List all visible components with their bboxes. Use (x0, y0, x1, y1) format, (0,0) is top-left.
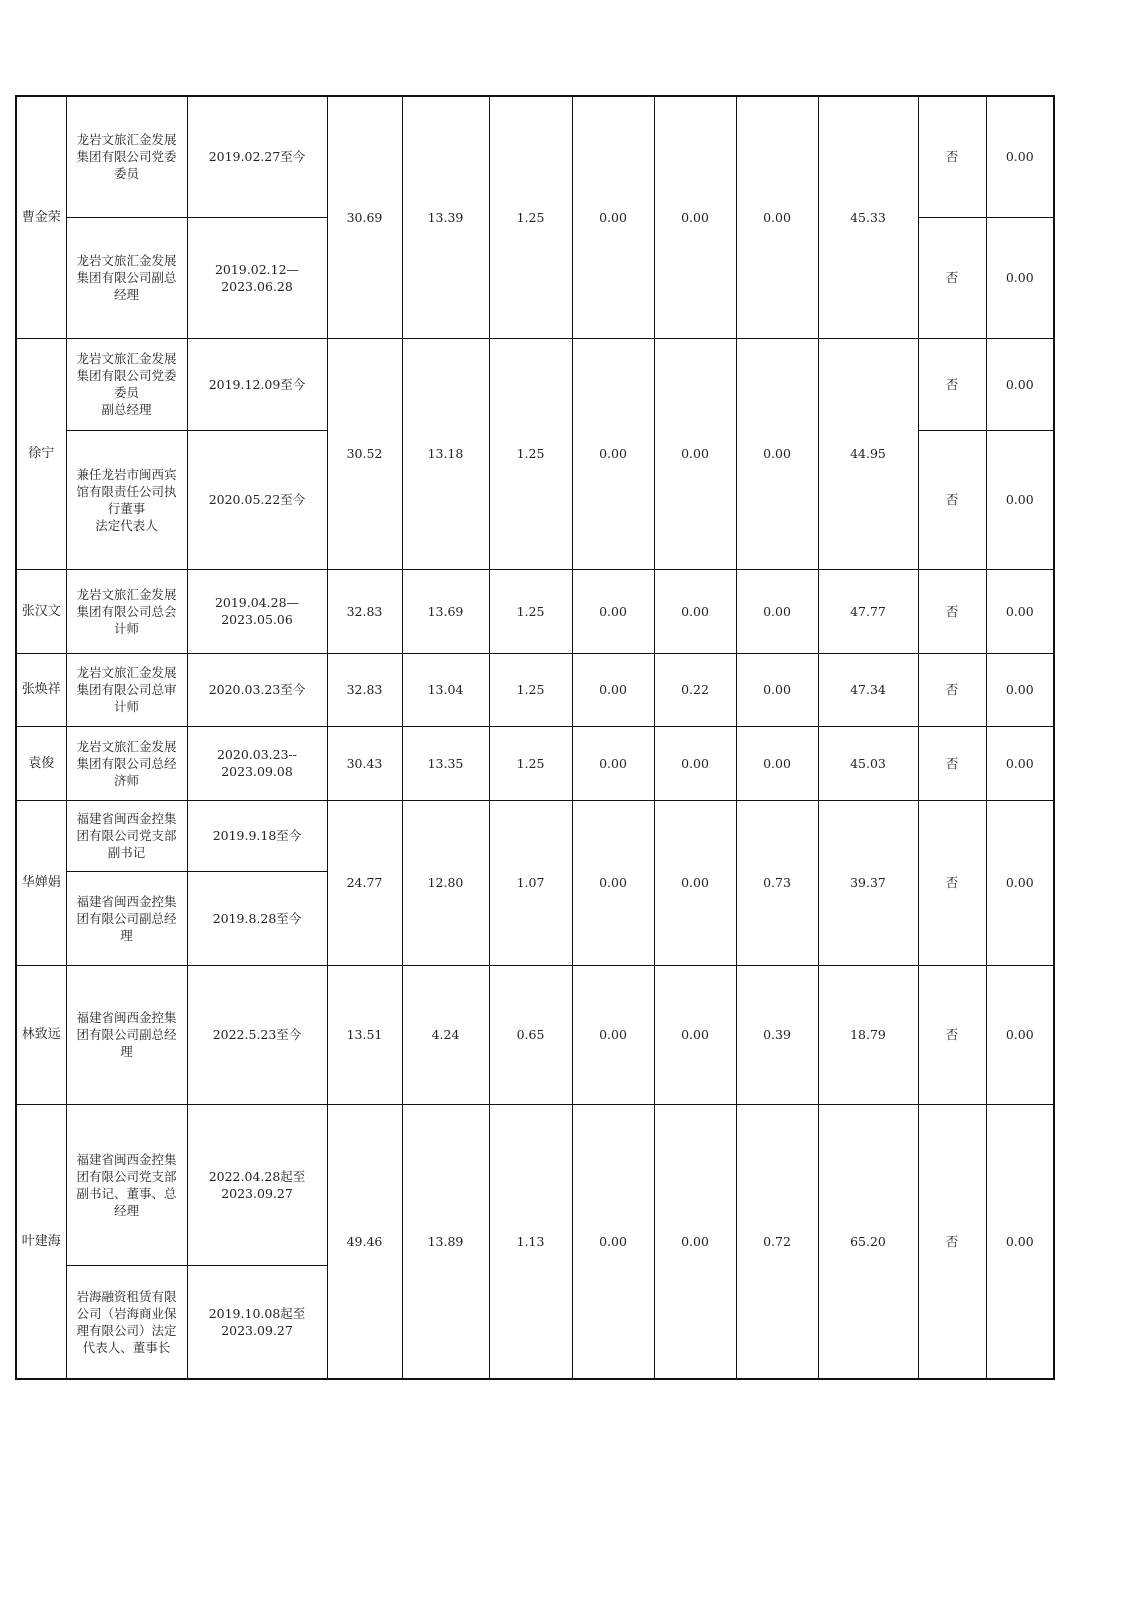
value-cell: 0.00 (736, 653, 818, 726)
flag-cell: 否 (918, 965, 986, 1104)
period-cell: 2019.02.12— 2023.06.28 (187, 217, 327, 338)
flag-cell: 否 (918, 430, 986, 569)
position-cell: 福建省闽西金控集团有限公司党支部副书记、董事、总经理 (66, 1104, 187, 1265)
position-cell: 龙岩文旅汇金发展集团有限公司副总经理 (66, 217, 187, 338)
position-cell: 龙岩文旅汇金发展集团有限公司总经济师 (66, 726, 187, 800)
period-cell: 2019.8.28至今 (187, 871, 327, 965)
value-cell: 0.00 (654, 965, 736, 1104)
total-cell: 47.77 (818, 569, 918, 653)
total-cell: 47.34 (818, 653, 918, 726)
total-cell: 45.33 (818, 96, 918, 338)
person-name: 曹金荣 (16, 96, 66, 338)
value-cell: 0.00 (654, 726, 736, 800)
person-name: 张焕祥 (16, 653, 66, 726)
value-cell: 0.00 (572, 726, 654, 800)
person-name: 林致远 (16, 965, 66, 1104)
value-cell: 12.80 (402, 800, 489, 965)
value-cell: 30.69 (327, 96, 402, 338)
value-cell: 0.00 (572, 569, 654, 653)
period-cell: 2020.03.23-- 2023.09.08 (187, 726, 327, 800)
position-cell: 龙岩文旅汇金发展集团有限公司党委委员 副总经理 (66, 338, 187, 430)
value-cell: 0.00 (654, 800, 736, 965)
last-value-cell: 0.00 (986, 653, 1054, 726)
value-cell: 49.46 (327, 1104, 402, 1379)
flag-cell: 否 (918, 653, 986, 726)
value-cell: 0.00 (736, 569, 818, 653)
value-cell: 0.73 (736, 800, 818, 965)
table-row (16, 965, 1054, 1104)
flag-cell: 否 (918, 338, 986, 430)
value-cell: 1.25 (489, 726, 572, 800)
position-cell: 兼任龙岩市闽西宾馆有限责任公司执行董事 法定代表人 (66, 430, 187, 569)
flag-cell: 否 (918, 800, 986, 965)
last-value-cell: 0.00 (986, 569, 1054, 653)
flag-cell: 否 (918, 1104, 986, 1379)
value-cell: 0.00 (572, 800, 654, 965)
value-cell: 13.18 (402, 338, 489, 569)
value-cell: 13.51 (327, 965, 402, 1104)
person-name: 叶建海 (16, 1104, 66, 1379)
value-cell: 13.39 (402, 96, 489, 338)
value-cell: 30.52 (327, 338, 402, 569)
value-cell: 0.00 (572, 653, 654, 726)
position-cell: 福建省闽西金控集团有限公司副总经理 (66, 965, 187, 1104)
value-cell: 32.83 (327, 569, 402, 653)
position-cell: 龙岩文旅汇金发展集团有限公司总审计师 (66, 653, 187, 726)
value-cell: 0.72 (736, 1104, 818, 1379)
value-cell: 1.07 (489, 800, 572, 965)
last-value-cell: 0.00 (986, 965, 1054, 1104)
period-cell: 2019.10.08起至 2023.09.27 (187, 1265, 327, 1379)
last-value-cell: 0.00 (986, 430, 1054, 569)
flag-cell: 否 (918, 96, 986, 217)
table-row (16, 569, 1054, 653)
period-cell: 2020.05.22至今 (187, 430, 327, 569)
last-value-cell: 0.00 (986, 800, 1054, 965)
total-cell: 45.03 (818, 726, 918, 800)
value-cell: 0.00 (736, 338, 818, 569)
last-value-cell: 0.00 (986, 1104, 1054, 1379)
value-cell: 0.22 (654, 653, 736, 726)
value-cell: 0.39 (736, 965, 818, 1104)
person-name: 徐宁 (16, 338, 66, 569)
value-cell: 0.00 (654, 338, 736, 569)
value-cell: 0.00 (572, 1104, 654, 1379)
total-cell: 18.79 (818, 965, 918, 1104)
last-value-cell: 0.00 (986, 338, 1054, 430)
table-row (16, 338, 1054, 430)
value-cell: 0.00 (654, 96, 736, 338)
value-cell: 1.13 (489, 1104, 572, 1379)
total-cell: 39.37 (818, 800, 918, 965)
table-row (16, 800, 1054, 871)
table-row (16, 726, 1054, 800)
value-cell: 13.04 (402, 653, 489, 726)
last-value-cell: 0.00 (986, 217, 1054, 338)
total-cell: 65.20 (818, 1104, 918, 1379)
table-row (16, 1104, 1054, 1265)
value-cell: 30.43 (327, 726, 402, 800)
period-cell: 2022.5.23至今 (187, 965, 327, 1104)
salary-table (15, 95, 1055, 1380)
flag-cell: 否 (918, 726, 986, 800)
period-cell: 2019.12.09至今 (187, 338, 327, 430)
value-cell: 0.00 (572, 965, 654, 1104)
value-cell: 0.00 (572, 96, 654, 338)
total-cell: 44.95 (818, 338, 918, 569)
value-cell: 0.00 (654, 569, 736, 653)
value-cell: 13.69 (402, 569, 489, 653)
table-row (16, 96, 1054, 217)
table-row (16, 653, 1054, 726)
value-cell: 1.25 (489, 338, 572, 569)
value-cell: 1.25 (489, 96, 572, 338)
value-cell: 4.24 (402, 965, 489, 1104)
value-cell: 1.25 (489, 653, 572, 726)
position-cell: 岩海融资租赁有限公司（岩海商业保理有限公司）法定代表人、董事长 (66, 1265, 187, 1379)
value-cell: 0.65 (489, 965, 572, 1104)
value-cell: 13.89 (402, 1104, 489, 1379)
value-cell: 0.00 (736, 96, 818, 338)
flag-cell: 否 (918, 217, 986, 338)
last-value-cell: 0.00 (986, 96, 1054, 217)
period-cell: 2019.04.28— 2023.05.06 (187, 569, 327, 653)
position-cell: 龙岩文旅汇金发展集团有限公司党委委员 (66, 96, 187, 217)
person-name: 张汉文 (16, 569, 66, 653)
value-cell: 13.35 (402, 726, 489, 800)
person-name: 华婵娟 (16, 800, 66, 965)
period-cell: 2019.9.18至今 (187, 800, 327, 871)
value-cell: 24.77 (327, 800, 402, 965)
person-name: 袁俊 (16, 726, 66, 800)
last-value-cell: 0.00 (986, 726, 1054, 800)
position-cell: 龙岩文旅汇金发展集团有限公司总会计师 (66, 569, 187, 653)
position-cell: 福建省闽西金控集团有限公司党支部副书记 (66, 800, 187, 871)
period-cell: 2022.04.28起至 2023.09.27 (187, 1104, 327, 1265)
value-cell: 0.00 (572, 338, 654, 569)
period-cell: 2020.03.23至今 (187, 653, 327, 726)
position-cell: 福建省闽西金控集团有限公司副总经理 (66, 871, 187, 965)
value-cell: 32.83 (327, 653, 402, 726)
value-cell: 1.25 (489, 569, 572, 653)
value-cell: 0.00 (654, 1104, 736, 1379)
period-cell: 2019.02.27至今 (187, 96, 327, 217)
value-cell: 0.00 (736, 726, 818, 800)
flag-cell: 否 (918, 569, 986, 653)
